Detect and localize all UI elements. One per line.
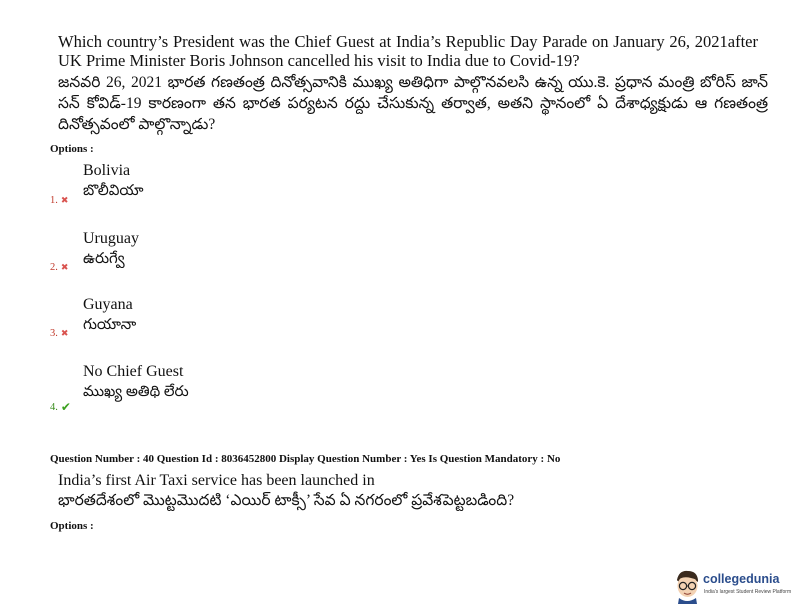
checkmark-icon: ✔ <box>60 400 71 414</box>
question-text-english: Which country’s President was the Chief Guest at India’s Republic Day Parade on January 26, 2021after UK Prime Minister Boris Johnson cancelled his visit to India due to Covid-19? <box>58 32 758 70</box>
option-4-telugu: ముఖ్య అతిథి లేరు <box>83 384 189 400</box>
logo-brand-text: collegedunia <box>703 572 780 586</box>
option-2-english: Uruguay <box>83 230 139 247</box>
options-label: Options : <box>50 143 94 155</box>
mascot-icon <box>673 568 701 604</box>
next-question-text-telugu: భారతదేశంలో మొట్టమొదటి ‘ఎయిర్ టాక్సీ’ సేవ ఏ నగరంలో ప్రవేశపెట్టబడింది? <box>58 492 515 509</box>
option-3-telugu: గుయానా <box>83 317 137 333</box>
option-1-telugu: బొలీవియా <box>83 183 144 199</box>
collegedunia-logo <box>670 568 790 608</box>
option-4-number: 4. <box>50 401 58 413</box>
option-1-number: 1. <box>50 195 58 206</box>
next-options-label: Options : <box>50 520 94 532</box>
cross-icon: ✖ <box>60 328 69 339</box>
option-2-telugu: ఉరుగ్వే <box>83 251 125 267</box>
option-2-marker <box>50 262 68 273</box>
option-2-number: 2. <box>50 262 58 273</box>
next-question-text-english: India’s first Air Taxi service has been launched in <box>58 472 375 489</box>
option-4-marker <box>50 400 71 414</box>
question-meta: Question Number : 40 Question Id : 8036452800 Display Question Number : Yes Is Question Mandatory : No <box>50 453 561 465</box>
option-1-marker <box>50 195 68 206</box>
logo-tagline: India's largest Student Review Platform <box>704 589 792 595</box>
option-1-english: Bolivia <box>83 162 131 179</box>
option-3-number: 3. <box>50 328 58 339</box>
option-3-marker <box>50 328 68 339</box>
question-text-telugu: జనవరి 26, 2021 భారత గణతంత్ర దినోత్సవానికి ముఖ్య అతిధిగా పాల్గొనవలసి ఉన్న యు.కె. ప్రధాన మంత్రి బోరిస్ జాన్ సన్ కోవిడ్-19 కారణంగా తన భారత పర్యటన రద్దు చేసుకున్న తర్వాత, అతని స్థానంలో ఏ దేశాధ్యక్షుడు ఆ గణతంత్ర దినోత్సవంలో పాల్గొన్నాడు? <box>58 74 768 133</box>
cross-icon: ✖ <box>60 262 69 273</box>
option-3-english: Guyana <box>83 296 133 313</box>
option-4-english: No Chief Guest <box>83 363 184 380</box>
cross-icon: ✖ <box>60 195 69 206</box>
